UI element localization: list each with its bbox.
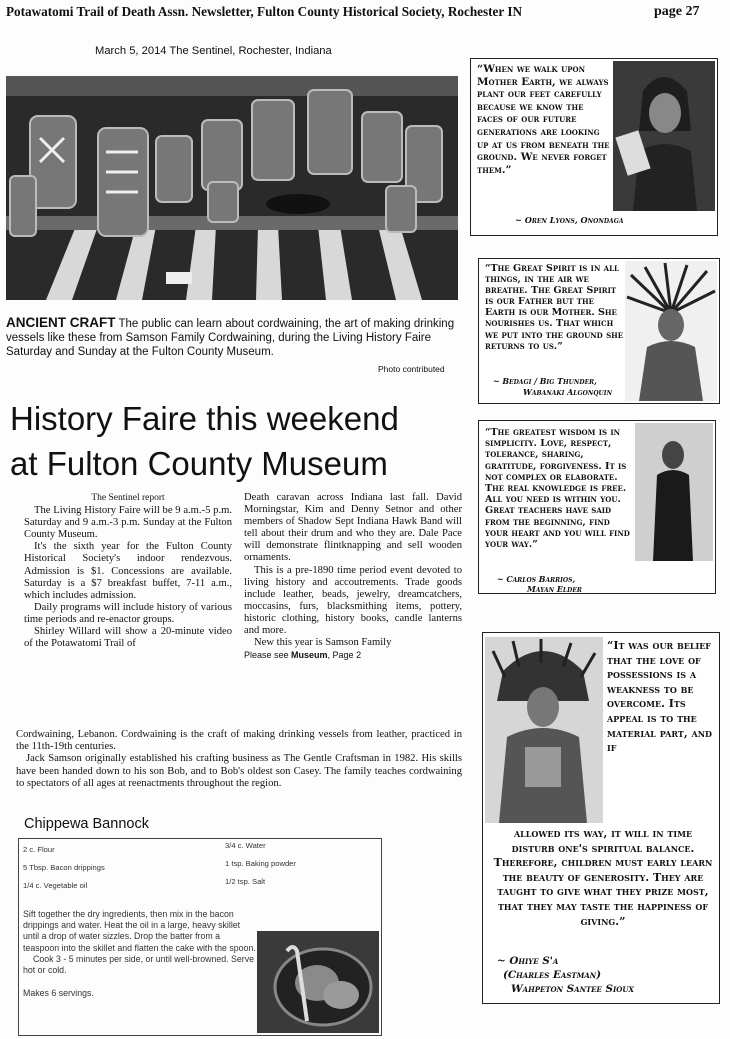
ingredient: 3/4 c. Water [225, 841, 266, 850]
recipe-step: Cook 3 - 5 minutes per side, or until well-browned. Serve hot or cold. [23, 953, 255, 976]
article-paragraph: It's the sixth year for the Fulton County Historical Society's indoor rendezvous. Admission is $1. Concessions are available. Saturday is a $7 breakfast buffet, 7-11 a.m., which includes admission. [24, 541, 232, 601]
recipe-step: Sift together the dry ingredients, then mix in the bacon drippings and water. Heat the oil in a large, heavy skillet until a drop of water sizzles. Drop the batter from a teaspoon into the skillet and flatten the cake with the spoon. [23, 909, 256, 953]
article-paragraph: Shirley Willard will show a 20-minute video of the Potawatomi Trail of [24, 626, 232, 650]
quote-box-ohiyesa [482, 632, 720, 1004]
photo-credit: Photo contributed [378, 364, 445, 374]
article-byline: The Sentinel report [91, 493, 165, 503]
ingredient: 1/4 c. Vegetable oil [23, 881, 88, 890]
quote-author-name: (Charles Eastman) [503, 969, 602, 981]
quote-box-barrios [478, 420, 716, 594]
article-paragraph: Death caravan across Indiana last fall. David Morningstar, Kim and Denny Setnor and other members of Shadow Sept Indiana Hawk Band will tell about their drum and who they are. Dale Pace will demonstrate flintknapping and sell wooden ornaments. [244, 492, 462, 564]
portrait-bedagi [625, 261, 717, 401]
recipe-servings: Makes 6 servings. [23, 988, 94, 999]
caption-lead: ANCIENT CRAFT [6, 315, 116, 330]
article-headline [10, 396, 470, 486]
ingredient: 1 tsp. Baking powder [225, 859, 296, 868]
recipe-card [18, 838, 382, 1036]
quote-author-tribe: Wahpeton Santee Sioux [511, 983, 634, 995]
headline-line-2: at Fulton County Museum [10, 445, 388, 482]
portrait-oren-lyons [613, 61, 715, 211]
ingredient: 1/2 tsp. Salt [225, 877, 266, 886]
reference-section: Museum [291, 650, 328, 661]
continued-reference [244, 649, 462, 661]
reference-page: , Page 2 [327, 650, 362, 661]
quote-author: ~ Ohiye S'a [497, 955, 559, 967]
quote-text: “It was our belief that the love of possessions is a weakness to be overcome. Its appeal is to the material part, and if [607, 639, 712, 755]
recipe-steps [23, 909, 257, 999]
portrait-ohiyesa [485, 637, 603, 823]
quote-author: ~ Bedagi / Big Thunder, [493, 377, 597, 386]
quote-text: “When we walk upon Mother Earth, we always plant our feet carefully because we know the faces of our future generations are looking up at us from beneath the ground. We never forget them.” [477, 63, 610, 176]
headline-line-1: History Faire this weekend [10, 400, 399, 437]
quote-author: ~ Oren Lyons, Onondaga [515, 215, 624, 225]
article-paragraph: Daily programs will include history of various time periods and re-enactor groups. [24, 601, 232, 625]
quote-text-continued: allowed its way, it will in time disturb one's spiritual balance. Therefore, children must early learn the beauty of generosity. They are taught to give what they prize most, that they may taste the happiness of giving.” [493, 827, 713, 928]
photo-caption [6, 316, 462, 359]
quote-text: “The Great Spirit is in all things, in the air we breathe. The Great Spirit is our Father but the Earth is our Mother. She nourishes us. That which we put into the ground she returns to us.” [485, 263, 624, 352]
article-column-1 [24, 492, 232, 650]
article-paragraph: New this year is Samson Family [254, 637, 392, 649]
quote-box-bedagi [478, 258, 720, 404]
article-continued [16, 729, 462, 790]
bannock-photo [257, 931, 379, 1033]
article-column-2 [244, 492, 462, 661]
newsletter-header: Potawatomi Trail of Death Assn. Newsletter, Fulton County Historical Society, Rochester IN [6, 4, 522, 19]
dateline: March 5, 2014 The Sentinel, Rochester, Indiana [95, 45, 332, 57]
quote-box-lyons [470, 58, 718, 236]
reference-prefix: Please see [244, 650, 292, 661]
article-paragraph: Cordwaining, Lebanon. Cordwaining is the craft of making drinking vessels from leather, practiced in the 11th-19th centuries. [16, 729, 462, 753]
ingredient: 5 Tbsp. Bacon drippings [23, 863, 105, 872]
quote-author-tribe: Wabanaki Algonquin [523, 388, 613, 397]
quote-text: “The greatest wisdom is in simplicity. Love, respect, tolerance, sharing, gratitude, forgiveness. It is not complex or elaborate. The real knowledge is free. All you need is within you. Great teachers have said from the beginning, find your heart and you will find your way.” [485, 427, 630, 551]
article-paragraph: Jack Samson originally established his crafting business as The Gentle Craftsman in 1982. His skills have been handed down to his son Bob, and to Bob's oldest son Casey. The family teaches cordwaining to spectators of all ages at reenactments throughout the region. [16, 753, 462, 789]
portrait-carlos-barrios [635, 423, 713, 561]
recipe-title: Chippewa Bannock [24, 816, 149, 832]
cordwaining-vessels-photo [6, 76, 458, 300]
quote-author-tribe: Mayan Elder [527, 585, 582, 594]
article-paragraph: This is a pre-1890 time period event devoted to living history and accoutrements. Trade goods include leather, beads, jewelry, dreamcatchers, moccasins, furs, blacksmithing items, pottery, historic clothing, history books, candle lanterns and more. [244, 564, 462, 637]
article-paragraph: The Living History Faire will be 9 a.m.-5 p.m. Saturday and 9 a.m.-3 p.m. Sunday at the Fulton County Museum. [24, 505, 232, 541]
caption-text: The public can learn about cordwaining, the art of making drinking vessels like these from Samson Family Cordwaining, during the Living History Faire Saturday and Sunday at the Fulton County Museum. [6, 318, 455, 358]
page-number: page 27 [654, 4, 700, 19]
quote-author: ~ Carlos Barrios, [497, 575, 576, 584]
ingredient: 2 c. Flour [23, 845, 55, 854]
